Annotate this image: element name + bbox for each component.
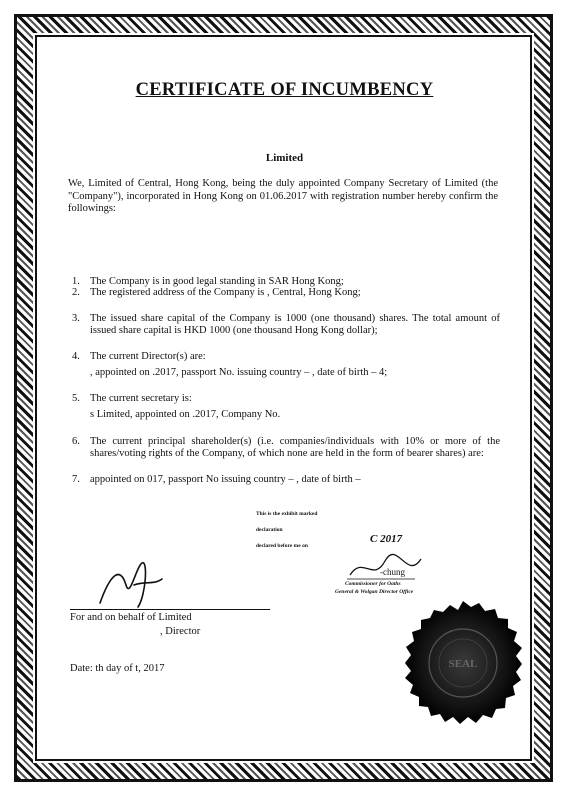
- item-text: The current Director(s) are:: [90, 351, 206, 362]
- item-2: [72, 287, 500, 299]
- commissioner-title: Commissioner for Oaths: [345, 581, 401, 587]
- item-4-detail: [72, 367, 500, 379]
- item-text: The issued share capital of the Company is 1000 (one thousand) shares. The total amount of issued share capital is HKD 1000 (one thousand Hong Kong dollar);: [90, 313, 500, 336]
- item-number: 5.: [72, 393, 80, 404]
- commissioner-stamp: [250, 505, 480, 595]
- commissioner-name: -chung: [380, 567, 405, 577]
- item-number: 4.: [72, 351, 80, 362]
- item-text: The current secretary is:: [90, 393, 192, 404]
- signature-line: [70, 609, 270, 610]
- director-line: , Director: [160, 626, 201, 637]
- item-5-detail: [72, 409, 500, 421]
- commissioner-office: General & Wolgan Director Office: [335, 589, 414, 595]
- item-number: 2.: [72, 287, 80, 298]
- item-number: 7.: [72, 474, 80, 485]
- signoff-line: For and on behalf of Limited: [70, 612, 192, 623]
- stamp-date: C 2017: [370, 533, 403, 545]
- item-number: 1.: [72, 276, 80, 287]
- handwritten-signature-icon: [90, 555, 170, 615]
- date-line: Date: th day of t, 2017: [70, 663, 165, 674]
- stamp-line-2: declaration: [256, 527, 283, 533]
- item-6: [72, 436, 500, 459]
- seal-text: SEAL: [448, 658, 478, 670]
- item-text: The Company is in good legal standing in SAR Hong Kong;: [90, 276, 344, 287]
- item-text: appointed on 017, passport No issuing country – , date of birth –: [90, 474, 361, 485]
- embossed-seal-icon: [398, 598, 528, 728]
- item-7: [72, 474, 500, 486]
- company-heading: Limited: [265, 152, 304, 164]
- intro-paragraph: We, Limited of Central, Hong Kong, being the duly appointed Company Secretary of Limited (the "Company"), incorporated in Hong Kong on 01.06.2017 with registration number hereby confirm the followings:: [68, 178, 498, 214]
- item-text: The current principal shareholder(s) (i.e. companies/individuals with 10% or more of the shares/voting rights of the Company, of which none are held in the form of bearer shares) are:: [90, 436, 500, 459]
- item-number: 3.: [72, 313, 80, 324]
- certificate-title: CERTIFICATE OF INCUMBENCY: [135, 80, 434, 100]
- item-4: [72, 351, 500, 363]
- item-text: The registered address of the Company is , Central, Hong Kong;: [90, 287, 361, 298]
- item-number: 6.: [72, 436, 80, 447]
- item-text: , appointed on .2017, passport No. issuing country – , date of birth – 4;: [90, 367, 388, 378]
- item-text: s Limited, appointed on .2017, Company No.: [90, 409, 281, 420]
- item-5: [72, 393, 500, 405]
- stamp-line-3: declared before me on: [256, 543, 308, 549]
- item-1: [72, 276, 500, 288]
- stamp-line-1: This is the exhibit marked: [256, 511, 318, 517]
- item-3: [72, 313, 500, 336]
